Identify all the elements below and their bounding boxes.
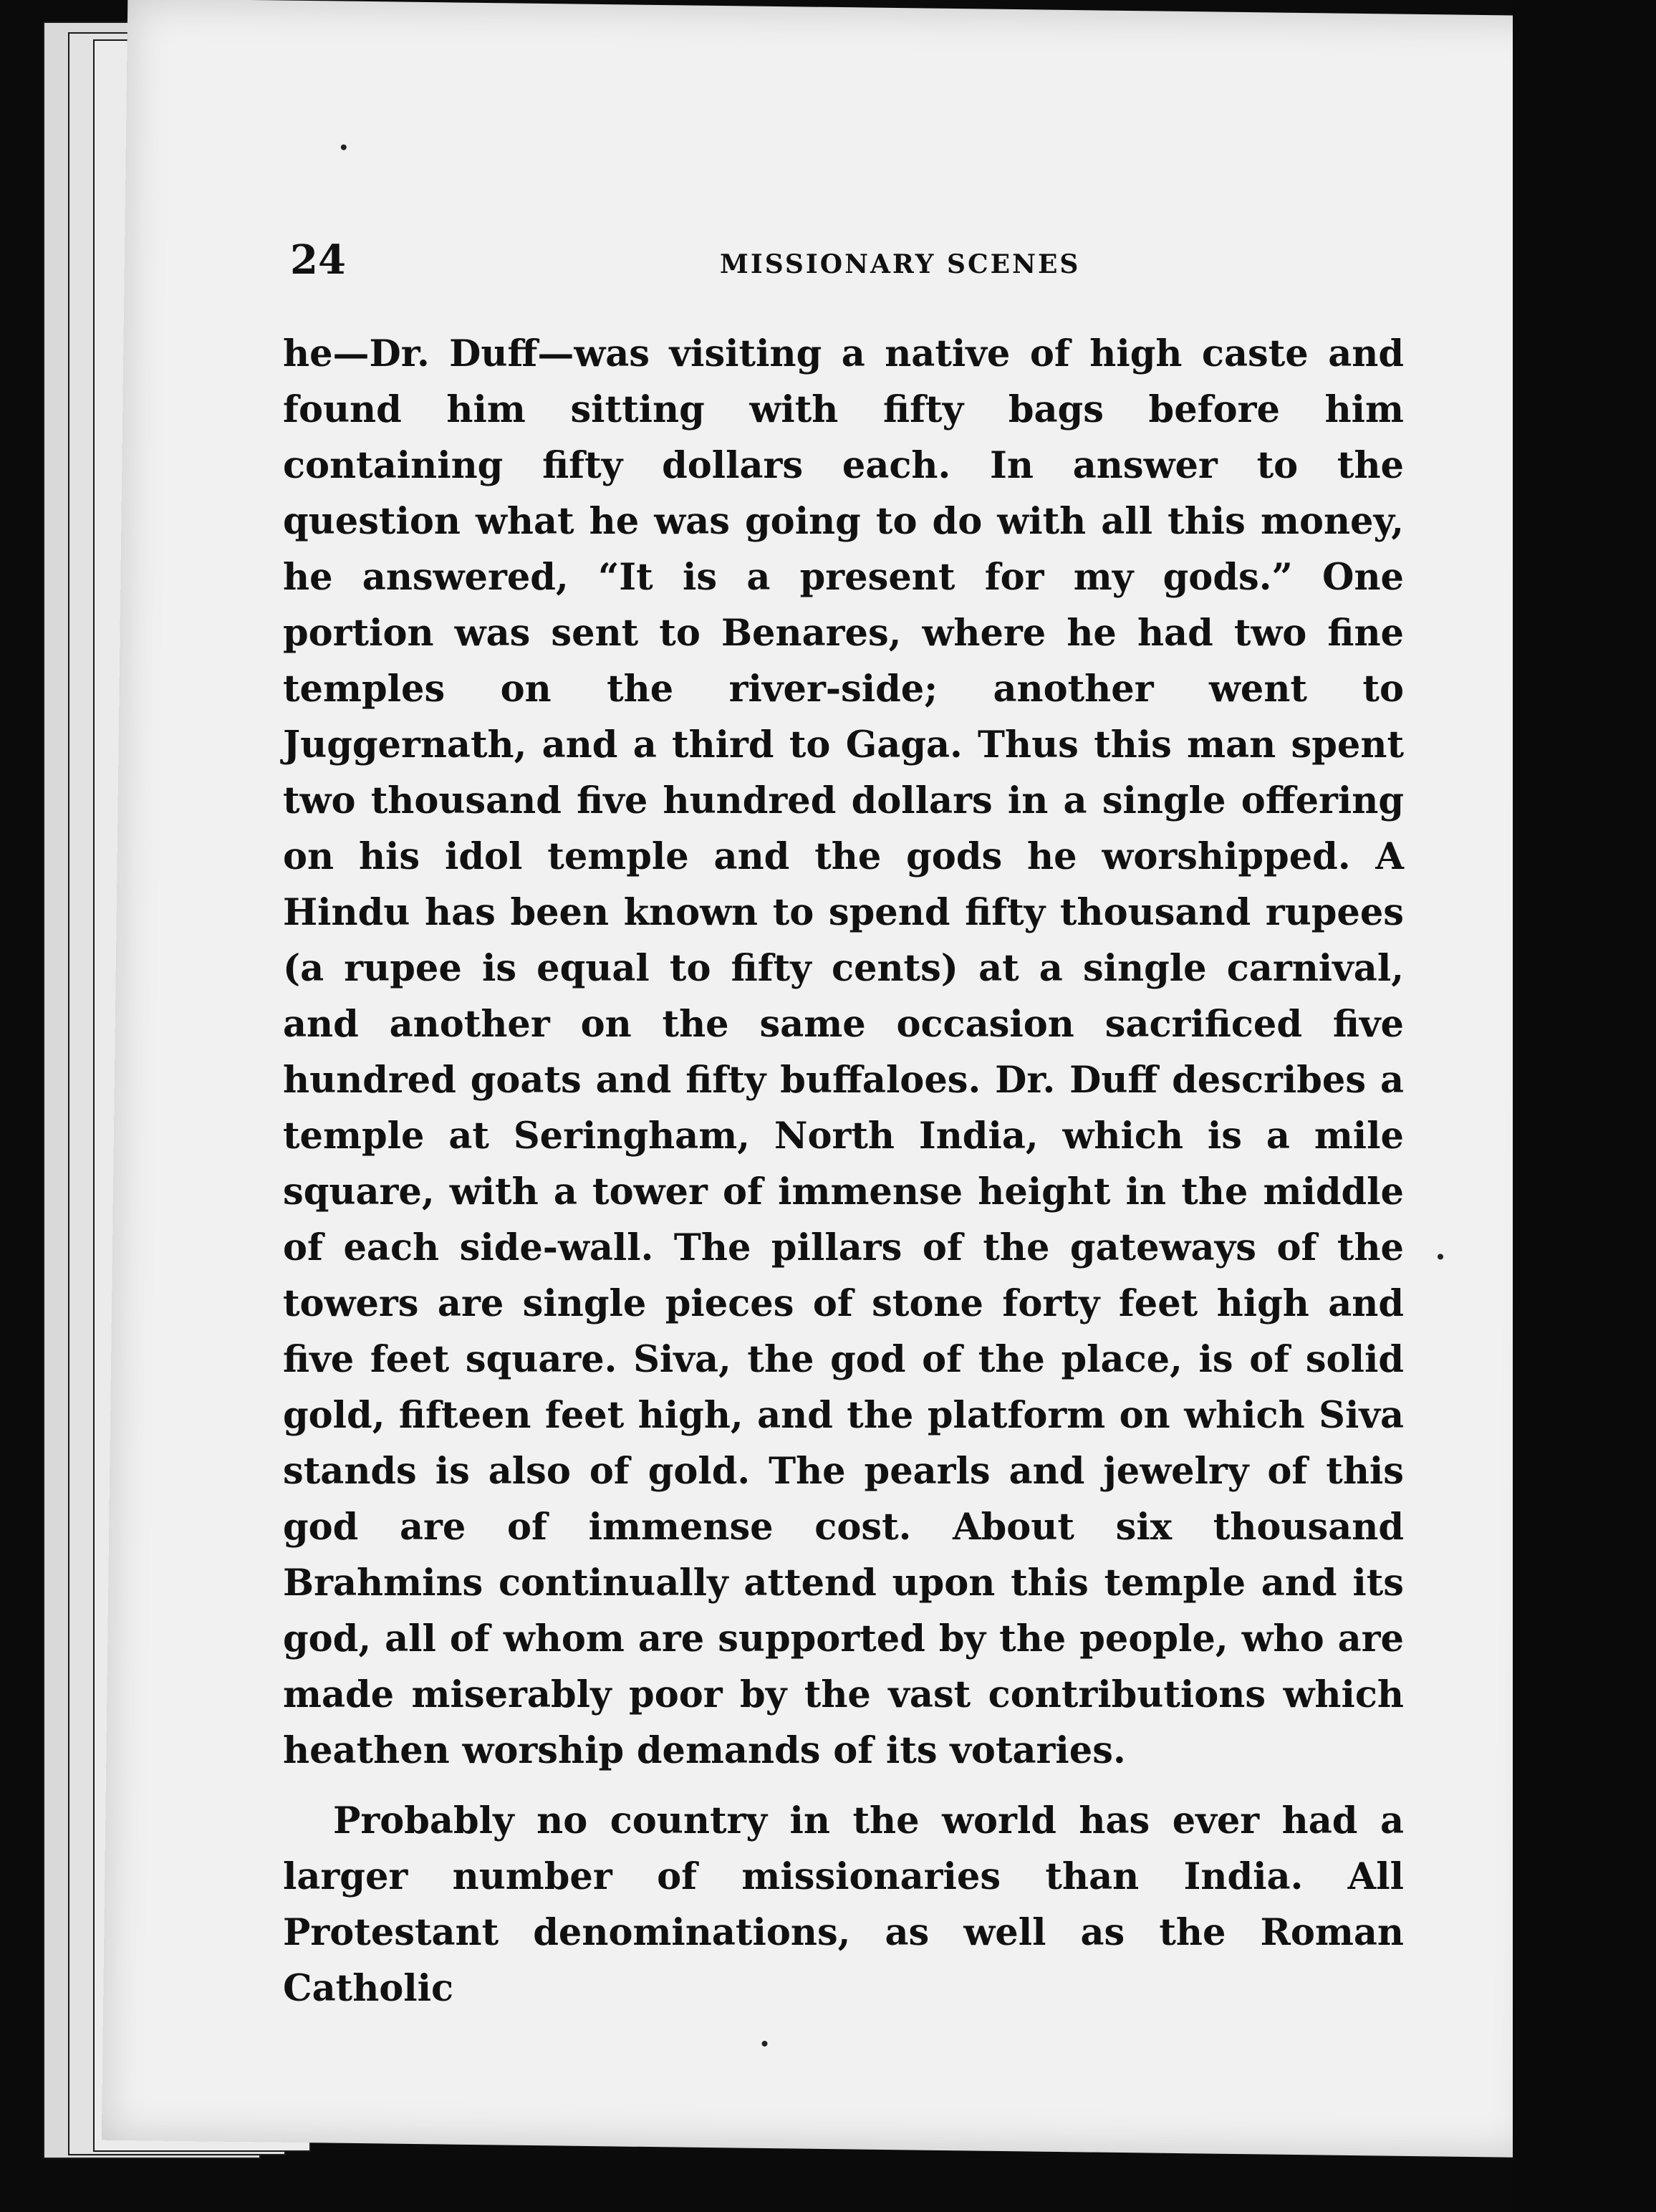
ink-speck bbox=[1438, 1254, 1443, 1259]
ink-speck bbox=[341, 145, 347, 150]
running-head: MISSIONARY SCENES bbox=[720, 249, 1081, 279]
scan-border bbox=[1513, 0, 1656, 2212]
ink-speck bbox=[761, 2041, 767, 2047]
page-number: 24 bbox=[290, 236, 346, 284]
paragraph: he—Dr. Duff—was visiting a native of high caste and found him sitting with fifty bags before him containing fifty dollars each. In answer to the question what he was going to do with all this money, he answered, “It is a present for my gods.” One portion was sent to Benares, where he had two fine temples on the river-side; another went to Juggernath, and a third to Gaga. Thus this man spent two thousand five hundred dollars in a single offering on his idol temple and the gods he worshipped. A Hindu has been known to spend fifty thousand rupees (a rupee is equal to fifty cents) at a single carnival, and another on the same occasion sacrificed five hundred goats and fifty buffaloes. Dr. Duff describes a temple at Seringham, North India, which is a mile square, with a tower of immense height in the middle of each side-wall. The pillars of the gateways of the towers are single pieces of stone forty feet high and five feet square. Siva, the god of the place, is of solid gold, fifteen feet high, and the platform on which Siva stands is also of gold. The pearls and jewelry of this god are of immense cost. About six thousand Brahmins continually attend upon this temple and its god, all of whom are supported by the people, who are made miserably poor by the vast contributions which heathen worship demands of its votaries. bbox=[283, 332, 1404, 1772]
paragraph: Probably no country in the world has ever had a larger number of missionaries than India. All Protestant denominations, as well as the Roman Catholic bbox=[283, 1799, 1404, 2010]
body-text bbox=[283, 326, 1404, 2016]
page-header bbox=[290, 236, 1407, 301]
